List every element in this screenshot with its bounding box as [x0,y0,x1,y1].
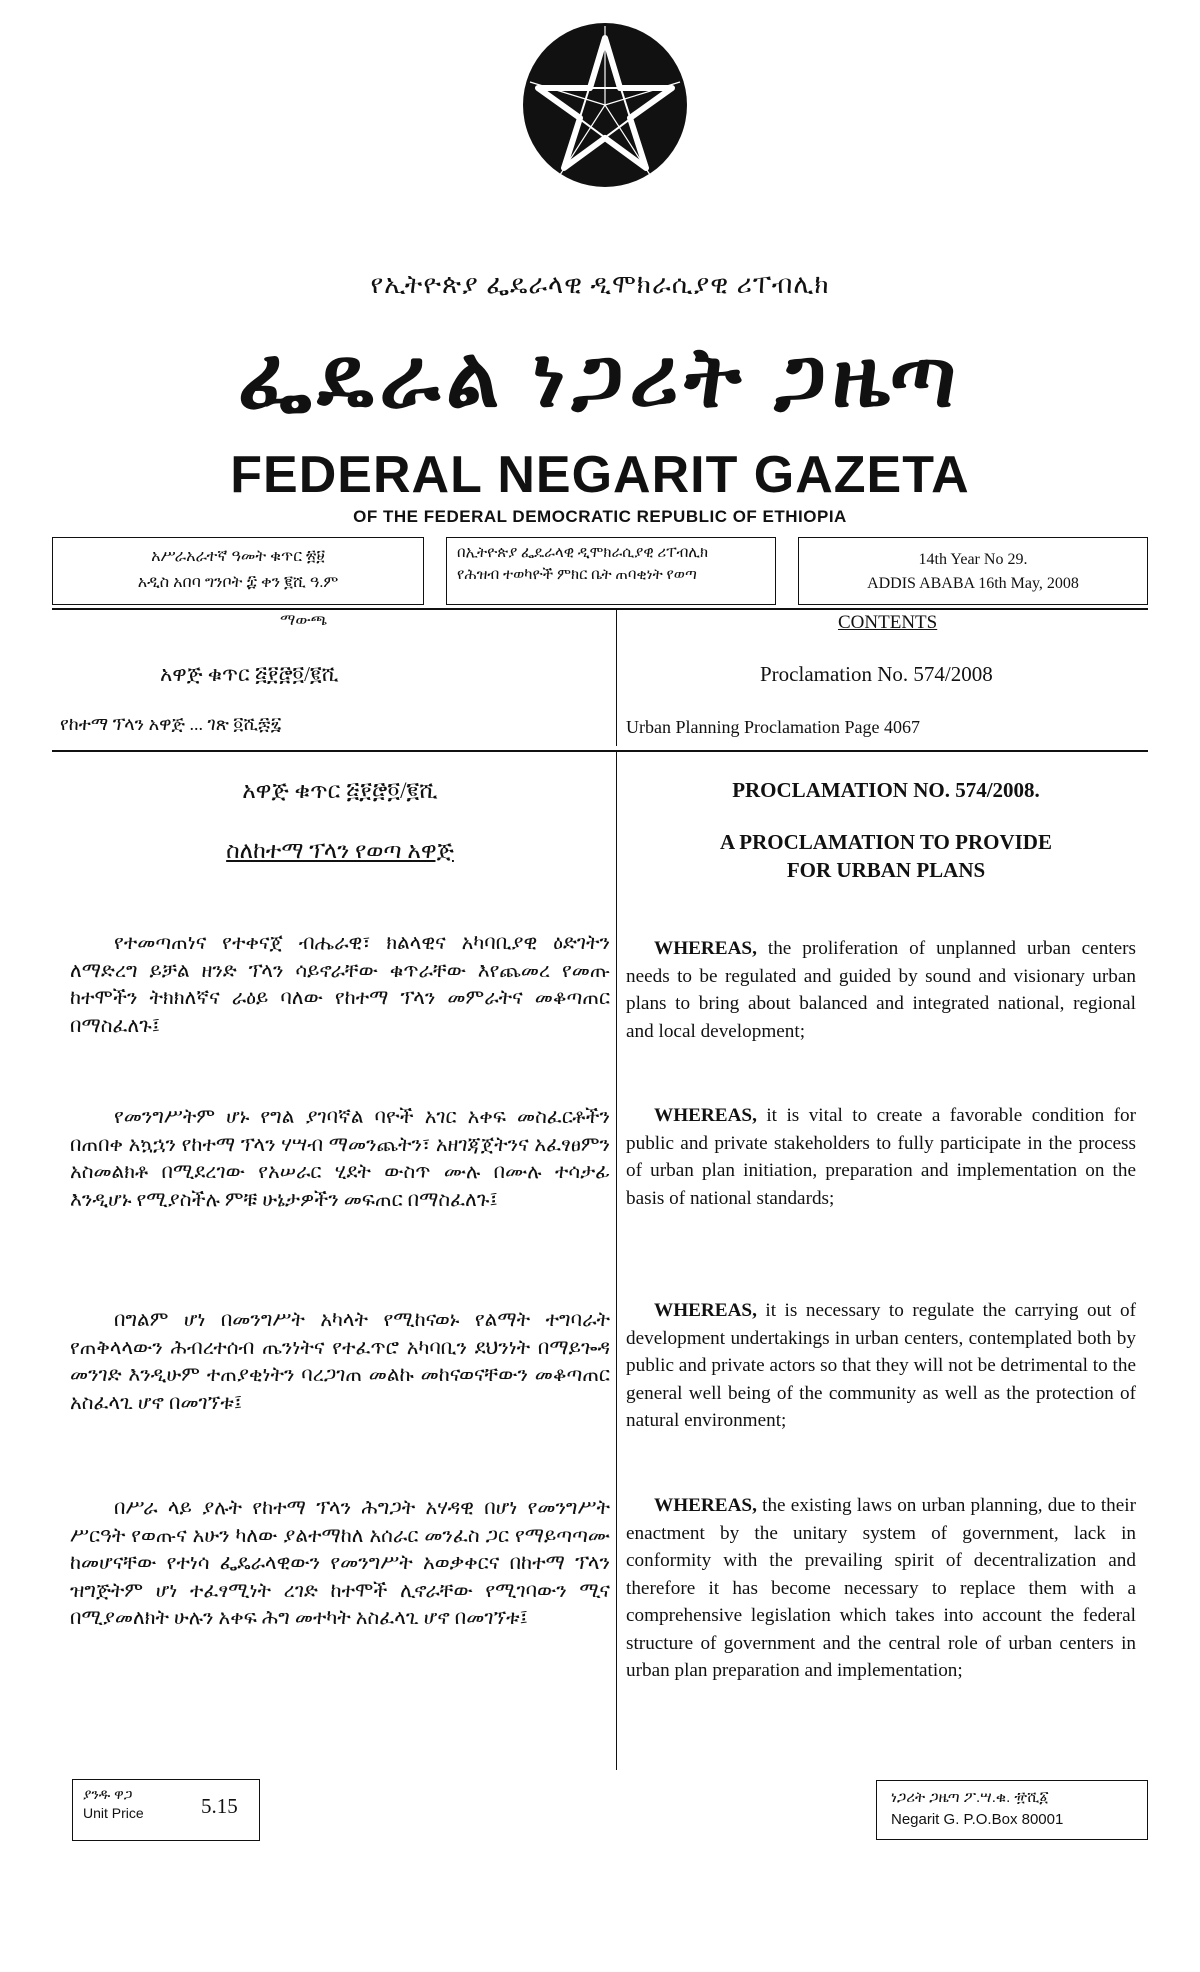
publisher-note [446,537,776,605]
body-column-divider [616,750,617,1770]
whereas-clause [626,935,1136,1045]
issue-date-amharic: አዲስ አበባ ግንቦት ፰ ቀን ፪ሺ ዓ.ም [137,574,339,591]
contents-label-amharic: ማውጫ [280,612,328,629]
contents-label: CONTENTS [838,612,938,633]
whereas-clause [626,1297,1136,1435]
issue-year-english: 14th Year No 29. [918,551,1028,568]
amharic-proclamation-title: ስለከተማ ፕላን የወጣ አዋጅ [226,838,454,863]
contents-column-divider [616,608,617,746]
proclamation-number: PROCLAMATION NO. 574/2008. [732,778,1040,802]
toc-item-amharic-title: የከተማ ፕላን አዋጅ ... ገጽ ፬ሺ፷፯ [60,714,282,734]
issue-info-english [798,537,1148,605]
proclamation-title-line2: FOR URBAN PLANS [786,858,986,882]
whereas-lead: WHEREAS, [654,938,757,959]
publisher-note-line2: የሕዝብ ተወካዮች ምክር ቤት ጠባቂነት የወጣ [457,567,697,583]
contents-divider [52,750,1148,752]
amharic-gazette-title: ፌዴራል ነጋሪት ጋዜጣ [237,332,963,425]
amharic-country-name: የኢትዮጵያ ፌዴራላዊ ዲሞክራሲያዊ ሪፐብሊክ [370,270,830,299]
header-divider [52,608,1148,610]
issue-date-english: ADDIS ABABA 16th May, 2008 [867,575,1079,592]
toc-item-proclamation: Proclamation No. 574/2008 [760,662,993,686]
po-box-english: Negarit G. P.O.Box 80001 [891,1811,1064,1828]
toc-item-amharic-proclamation: አዋጅ ቁጥር ፭፻፸፬/፪ሺ [160,662,339,686]
unit-price-value: 5.15 [201,1794,238,1818]
amharic-preamble-paragraph: የመንግሥትም ሆኑ የግል ያገባኛል ባዮች አገር አቀፍ መስፈርቶችን በጠበቀ አኳኋን የከተማ ፕላን ሃሣብ ማመንጨትን፣ አዘገጃጀትንና አፈፃፀምን አስመልክቶ በሚደረገው የአሠራር ሂደት ውስጥ ሙሉ በሙሉ ተሳታፊ እንዲሆኑ የሚያስችሉ ምቹ ሁኔታዎችን መፍጠር በማስፈለጉ፤ [70,1106,610,1211]
whereas-clause [626,1102,1136,1212]
national-emblem-icon [520,20,690,260]
gazette-subtitle: OF THE FEDERAL DEMOCRATIC REPUBLIC OF ETHIOPIA [353,507,847,526]
whereas-text: the proliferation of unplanned urban centers needs to be regulated and guided by sound and visionary urban plans to bring about balanced and integrated national, regional and local development; [626,938,1136,1042]
whereas-text: it is vital to create a favorable condition for public and private stakeholders to fully participate in the process of urban plan initiation, preparation and implementation on the basis of national standards; [626,1105,1136,1209]
po-box [876,1780,1148,1840]
whereas-clause [626,1492,1136,1685]
unit-price-label-amharic: ያንዱ ዋጋ [83,1786,133,1802]
amharic-preamble-paragraph: በግልም ሆነ በመንግሥት አካላት የሚከናወኑ የልማት ተግባራት የጠቅላላውን ሕብረተሰብ ጤንነትና የተፈጥሮ አካባቢን ደህንነት በማይጐዳ መንገድ እንዲሁም ተጠያቂነትን ባረጋገጠ መልኩ መከናወናቸውን መቆጣጠር አስፈላጊ ሆኖ በመገኘቱ፤ [70,1309,610,1414]
whereas-lead: WHEREAS, [654,1300,757,1321]
proclamation-title [626,828,1146,884]
whereas-lead: WHEREAS, [654,1105,757,1126]
whereas-text: it is necessary to regulate the carrying out of development undertakings in urban centers, contemplated both by public and private actors so that they will not be detrimental to the general well being of the community as well as the protection of natural environment; [626,1300,1136,1431]
toc-item-title: Urban Planning Proclamation Page 4067 [626,717,920,737]
po-box-amharic: ነጋሪት ጋዜጣ ፖ.ሣ.ቁ. ፹ሺ፩ [891,1789,1049,1806]
unit-price-label: Unit Price [83,1805,144,1821]
whereas-text: the existing laws on urban planning, due to their enactment by the unitary system of government, lack in conformity with the prevailing spirit of decentralization and therefore it has become necessary to replace them with a comprehensive legislation which takes into account the federal structure of government and the central role of urban centers in urban plan preparation and implementation; [626,1495,1136,1681]
unit-price-box [72,1779,260,1841]
amharic-preamble-paragraph: የተመጣጠነና የተቀናጀ ብሔራዊ፣ ክልላዊና አካባቢያዊ ዕድገትን ለማድረግ ይቻል ዘንድ ፕላን ሳይኖራቸው ቁጥራቸው እየጨመረ የመጡ ከተሞችን ትክክለኛና ራዕይ ባለው የከተማ ፕላን መምራትና መቆጣጠር በማስፈለጉ፤ [70,932,610,1037]
publisher-note-line1: በኢትዮጵያ ፌዴራላዊ ዲሞክራሲያዊ ሪፐብሊክ [457,545,709,561]
amharic-proclamation-number: አዋጅ ቁጥር ፭፻፸፬/፪ሺ [242,778,438,803]
issue-year-amharic: አሥራአራተኛ ዓመት ቁጥር ፳፱ [151,548,325,565]
gazette-title: FEDERAL NEGARIT GAZETA [230,446,970,504]
issue-info-amharic [52,537,424,605]
proclamation-title-line1: A PROCLAMATION TO PROVIDE [720,830,1052,854]
whereas-lead: WHEREAS, [654,1495,757,1516]
amharic-preamble-paragraph: በሥራ ላይ ያሉት የከተማ ፕላን ሕግጋት አሃዳዊ በሆነ የመንግሥት ሥርዓት የወጡና አሁን ካለው ያልተማከለ አሰራር መንፈስ ጋር የማይጣጣሙ ከመሆናቸው የተነሳ ፌዴራላዊውን የመንግሥት አወቃቀርና በከተማ ፕላን ዝግጅትም ሆነ ተፈፃሚነት ረገድ ከተሞች ሊኖራቸው የሚገባውን ሚና በሚያመለክት ሁሉን አቀፍ ሕግ መተካት አስፈላጊ ሆኖ በመገኘቱ፤ [70,1497,610,1629]
